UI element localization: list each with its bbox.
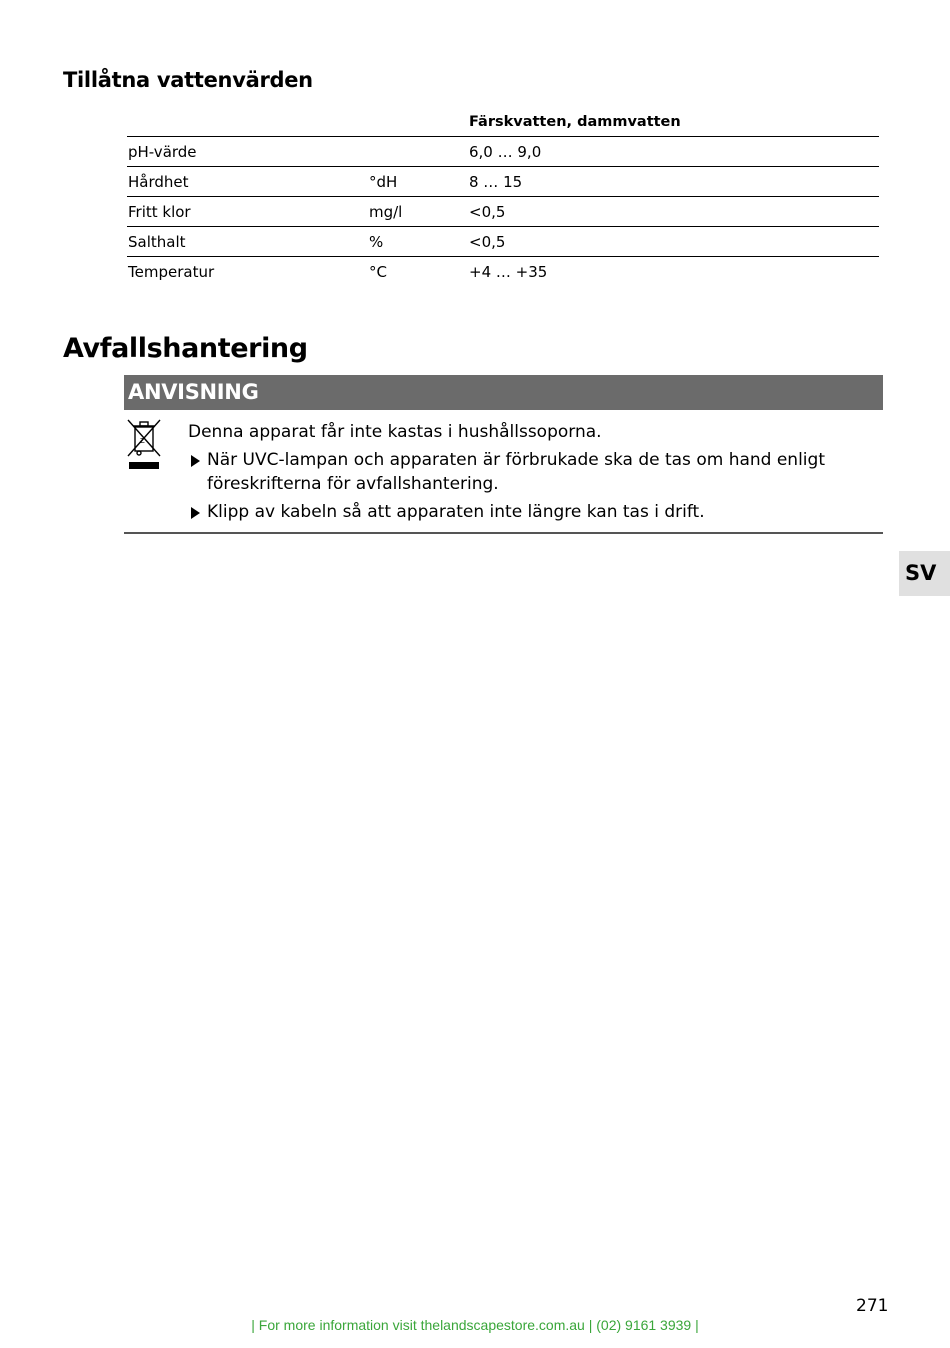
table-row — [127, 227, 879, 257]
table-cell: 6,0 … 9,0 — [468, 137, 879, 167]
section-title-water-values: Tillåtna vattenvärden — [63, 68, 313, 92]
table-header-row — [127, 108, 879, 137]
language-tab — [899, 551, 950, 596]
footer-contact: | For more information visit thelandscapestore.com.au | (02) 9161 3939 | — [251, 1317, 699, 1333]
language-code: SV — [905, 561, 937, 585]
notice-bottom-divider — [124, 532, 883, 534]
table-cell: <0,5 — [468, 227, 879, 257]
notice-statement: Denna apparat får inte kastas i hushållssoporna. — [188, 422, 602, 442]
section-title-disposal: Avfallshantering — [63, 333, 308, 364]
table-cell — [368, 137, 468, 167]
weee-crossed-bin-icon — [126, 418, 162, 472]
table-cell: % — [368, 227, 468, 257]
table-cell: Salthalt — [127, 227, 368, 257]
table-cell: pH-värde — [127, 137, 368, 167]
list-item — [188, 500, 883, 524]
notice-label: ANVISNING — [128, 380, 259, 404]
table-cell: Temperatur — [128, 262, 215, 281]
table-cell: 8 … 15 — [468, 167, 879, 197]
table-cell: Hårdhet — [127, 167, 368, 197]
notice-header-bar — [124, 375, 883, 410]
notice-body — [188, 420, 883, 524]
svg-text:Z: Z — [140, 437, 145, 445]
table-row — [127, 167, 879, 197]
table-cell: mg/l — [368, 197, 468, 227]
page-number: 271 — [856, 1296, 889, 1316]
water-values-table — [127, 108, 879, 286]
table-cell: °C — [369, 262, 387, 281]
table-cell: °dH — [368, 167, 468, 197]
bullet-arrow-icon — [191, 507, 200, 519]
bullet-text: När UVC-lampan och apparaten är förbrukade ska de tas om hand enligt föreskrifterna för avfallshantering. — [207, 450, 825, 494]
table-header-cell: Färskvatten, dammvatten — [468, 108, 879, 137]
bullet-arrow-icon — [191, 455, 200, 467]
list-item — [188, 448, 883, 496]
table-header-cell — [127, 108, 368, 137]
table-cell: <0,5 — [468, 197, 879, 227]
table-cell: Fritt klor — [127, 197, 368, 227]
table-row — [127, 137, 879, 167]
table-header-cell — [368, 108, 468, 137]
bullet-text: Klipp av kabeln så att apparaten inte längre kan tas i drift. — [207, 502, 705, 522]
table-row — [127, 257, 879, 287]
table-row — [127, 197, 879, 227]
table-cell: +4 … +35 — [469, 262, 548, 281]
